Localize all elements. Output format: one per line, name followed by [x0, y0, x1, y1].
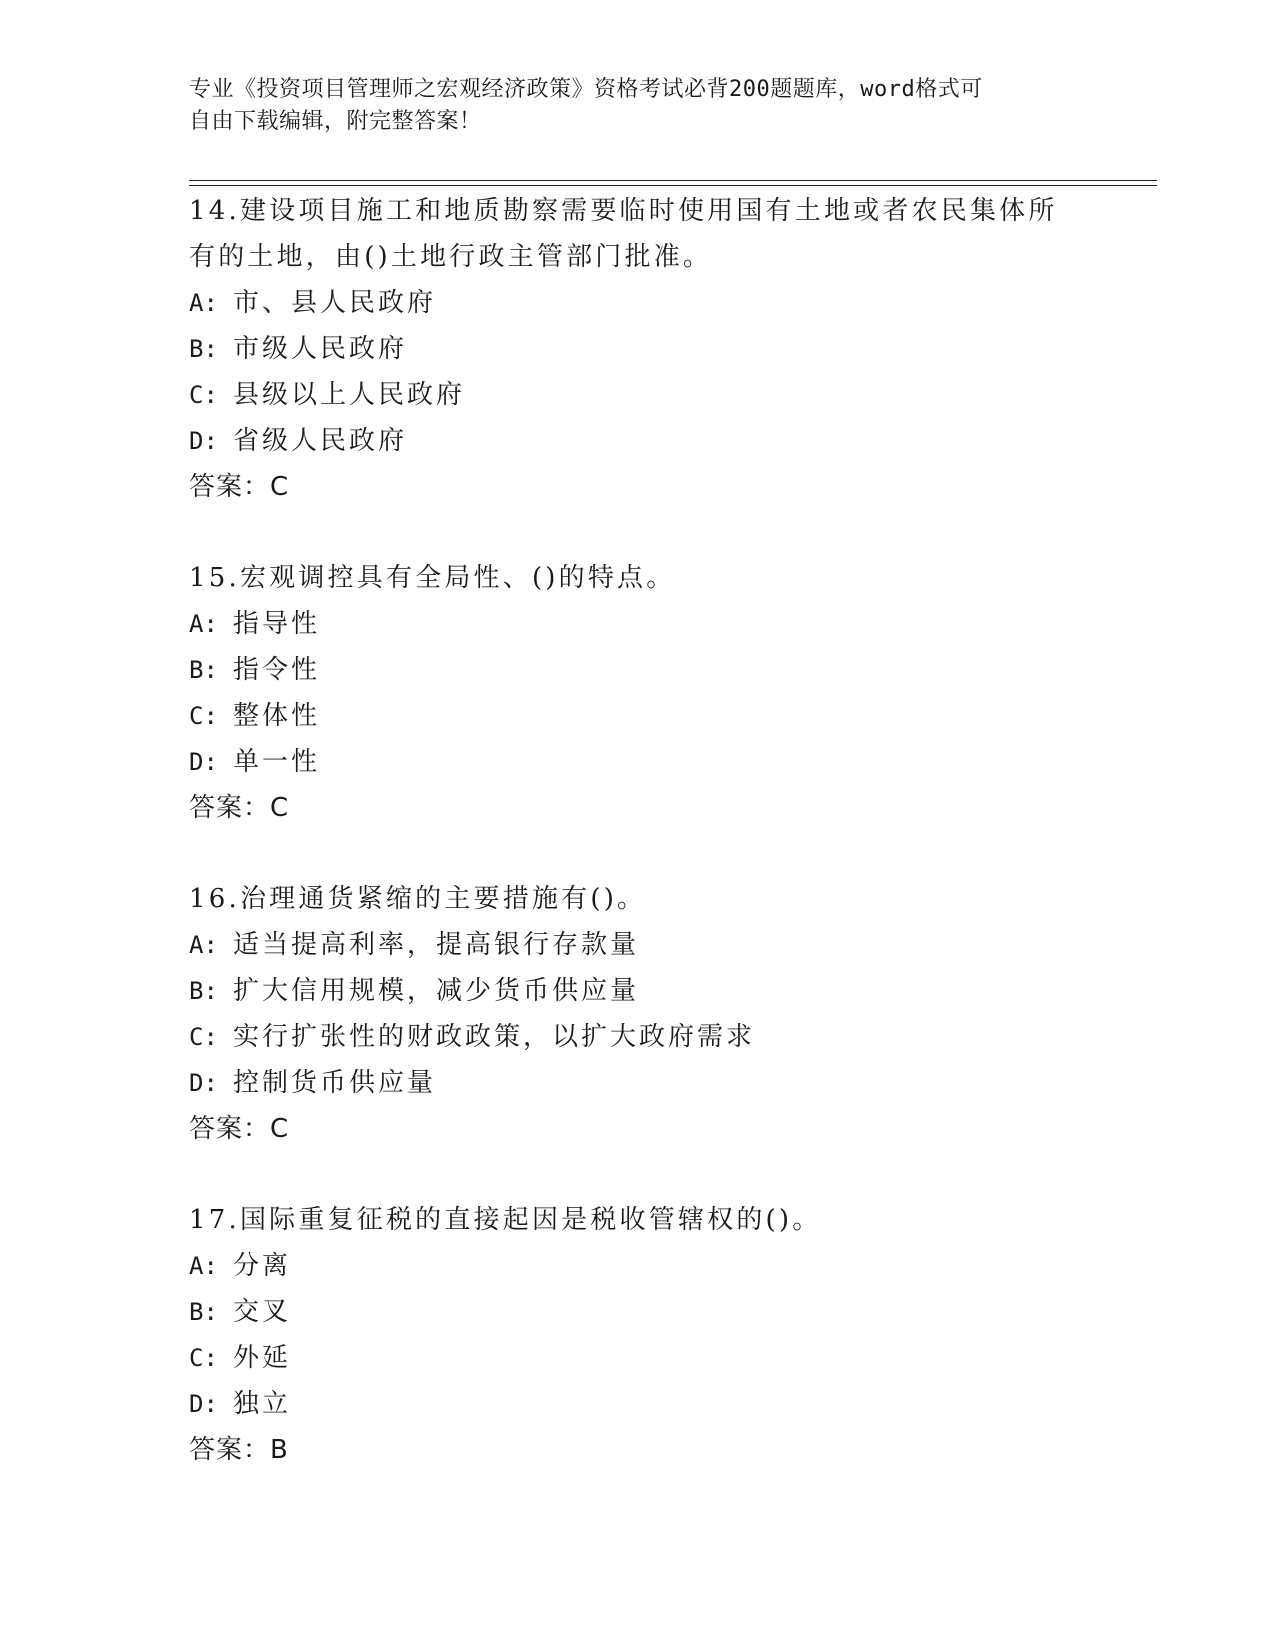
option-letter: A:	[189, 1252, 218, 1280]
option-c	[189, 1014, 1089, 1060]
option-b	[189, 1289, 1089, 1335]
option-letter: C:	[189, 702, 218, 730]
option-text: 县级以上人民政府	[233, 380, 466, 410]
option-text: 扩大信用规模，减少货币供应量	[233, 976, 640, 1006]
answer-line: 答案：C	[189, 472, 290, 502]
question-list	[189, 188, 1089, 1473]
header-divider-top	[189, 180, 1157, 181]
option-text: 省级人民政府	[233, 426, 408, 456]
option-letter: B:	[189, 977, 218, 1005]
option-text: 整体性	[233, 701, 321, 731]
option-letter: D:	[189, 1069, 218, 1097]
option-a	[189, 601, 1089, 647]
header-line-1: 专业《投资项目管理师之宏观经济政策》资格考试必背200题题库，word格式可	[189, 77, 983, 102]
question-16	[189, 876, 1089, 1152]
option-letter: D:	[189, 1390, 218, 1418]
question-15	[189, 555, 1089, 831]
option-text: 外延	[233, 1343, 292, 1373]
option-a	[189, 280, 1089, 326]
answer-line: 答案：B	[189, 1435, 289, 1465]
option-text: 独立	[233, 1389, 292, 1419]
option-c	[189, 1335, 1089, 1381]
question-stem: 14.建设项目施工和地质勘察需要临时使用国有土地或者农民集体所有的土地，由()土地行政主管部门批准。	[189, 196, 1058, 272]
question-stem: 17.国际重复征税的直接起因是税收管辖权的()。	[189, 1205, 822, 1235]
option-letter: C:	[189, 1023, 218, 1051]
option-text: 市、县人民政府	[233, 288, 437, 318]
option-text: 交叉	[233, 1297, 292, 1327]
option-letter: A:	[189, 610, 218, 638]
option-letter: A:	[189, 289, 218, 317]
option-text: 单一性	[233, 747, 321, 777]
question-14	[189, 188, 1089, 510]
option-text: 实行扩张性的财政政策，以扩大政府需求	[233, 1022, 756, 1052]
option-letter: C:	[189, 1344, 218, 1372]
option-letter: A:	[189, 931, 218, 959]
option-text: 市级人民政府	[233, 334, 408, 364]
answer-line: 答案：C	[189, 793, 290, 823]
option-b	[189, 647, 1089, 693]
option-d	[189, 1060, 1089, 1106]
header-line-2: 自由下载编辑，附完整答案！	[189, 109, 482, 134]
option-c	[189, 372, 1089, 418]
option-b	[189, 968, 1089, 1014]
document-header	[189, 74, 1069, 138]
option-c	[189, 693, 1089, 739]
answer-line: 答案：C	[189, 1114, 290, 1144]
option-letter: D:	[189, 427, 218, 455]
option-d	[189, 1381, 1089, 1427]
option-text: 控制货币供应量	[233, 1068, 437, 1098]
option-letter: D:	[189, 748, 218, 776]
option-b	[189, 326, 1089, 372]
option-letter: C:	[189, 381, 218, 409]
option-text: 指令性	[233, 655, 321, 685]
option-a	[189, 922, 1089, 968]
option-letter: B:	[189, 656, 218, 684]
option-text: 分离	[233, 1251, 292, 1281]
question-17	[189, 1197, 1089, 1473]
option-letter: B:	[189, 335, 218, 363]
option-d	[189, 739, 1089, 785]
option-d	[189, 418, 1089, 464]
question-stem: 16.治理通货紧缩的主要措施有()。	[189, 884, 647, 914]
option-letter: B:	[189, 1298, 218, 1326]
option-text: 指导性	[233, 609, 321, 639]
option-text: 适当提高利率，提高银行存款量	[233, 930, 640, 960]
question-stem: 15.宏观调控具有全局性、()的特点。	[189, 563, 676, 593]
header-divider-bottom	[189, 185, 1157, 186]
option-a	[189, 1243, 1089, 1289]
